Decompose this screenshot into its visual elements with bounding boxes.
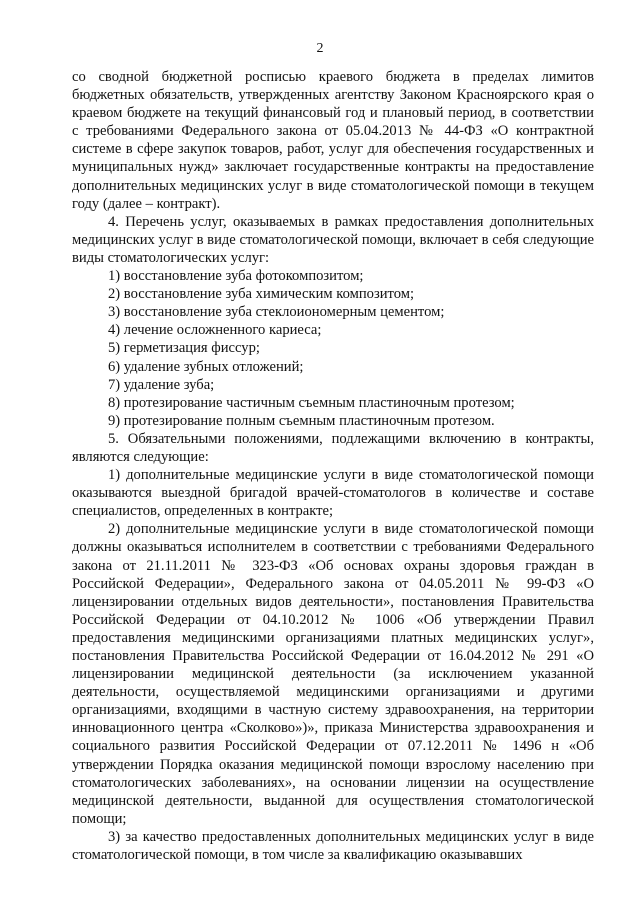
page-number: 2 [316, 41, 324, 56]
list-item: 6) удаление зубных отложений; [108, 358, 304, 375]
paragraph-mandatory-provisions: 5. Обязательными положениями, подлежащими включению в контракты, являются следующие: [72, 430, 594, 465]
services-list [72, 267, 594, 430]
list-item: 3) восстановление зуба стеклоиономерным цементом; [108, 304, 445, 321]
paragraph-provision-3: 3) за качество предоставленных дополнительных медицинских услуг в виде стоматологической помощи, в том числе за квалификацию оказывавших [72, 828, 594, 864]
list-item: 2) восстановление зуба химическим композитом; [108, 286, 415, 303]
document-body [72, 68, 594, 864]
list-item: 7) удаление зуба; [108, 376, 215, 393]
list-item: 4) лечение осложненного кариеса; [108, 322, 322, 339]
paragraph-contract-intro: со сводной бюджетной росписью краевого бюджета в пределах лимитов бюджетных обязательств, утвержденных агентству Законом Красноярского края о краевом бюджете на текущий финансовый год и плановый период, в соответствии с требованиями Федерального закона от 05.04.2013 № 44-ФЗ «О контрактной системе в сфере закупок товаров, работ, услуг для обеспечения государственных и муниципальных нужд» заключает государственные контракты на предоставление дополнительных медицинских услуг в виде стоматологической помощи в текущем году (далее – контракт). [72, 69, 594, 212]
paragraph-provision-2: 2) дополнительные медицинские услуги в виде стоматологической помощи должны оказываться исполнителем в соответствии с требованиями Федерального закона от 21.11.2011 № 323-ФЗ «Об основах охраны здоровья граждан в Российской Федерации», Федерального закона от 04.05.2011 № 99-ФЗ «О лицензировании отдельных видов деятельности», постановления Правительства Российской Федерации от 04.10.2012 № 1006 «Об утверждении Правил предоставления медицинскими организациями платных медицинских услуг», постановления Правительства Российской Федерации от 16.04.2012 № 291 «О лицензировании медицинской деятельности (за исключением указанной деятельности, осуществляемой медицинскими организациями и другими организациями, входящими в частную систему здравоохранения, на территории инновационного центра «Сколково»)», приказа Министерства здравоохранения и социального развития Российской Федерации от 07.12.2011 № 1496 н «Об утверждении Порядка оказания медицинской помощи взрослому населению при стоматологических заболеваниях», на основании лицензии на осуществление медицинской деятельности, выданной для осуществления стоматологической помощи; [72, 521, 594, 827]
list-item: 8) протезирование частичным съемным пластиночным протезом; [108, 394, 515, 411]
list-item: 5) герметизация фиссур; [108, 340, 260, 357]
paragraph-provision-1: 1) дополнительные медицинские услуги в виде стоматологической помощи оказываются выездной бригадой врачей-стоматологов в количестве и составе специалистов, определенных в контракте; [72, 467, 594, 520]
list-item: 9) протезирование полным съемным пластиночным протезом. [108, 412, 495, 429]
list-item: 1) восстановление зуба фотокомпозитом; [108, 268, 364, 285]
paragraph-services-list-intro: 4. Перечень услуг, оказываемых в рамках предоставления дополнительных медицинских услуг в виде стоматологической помощи, включает в себя следующие виды стоматологических услуг: [72, 213, 594, 266]
